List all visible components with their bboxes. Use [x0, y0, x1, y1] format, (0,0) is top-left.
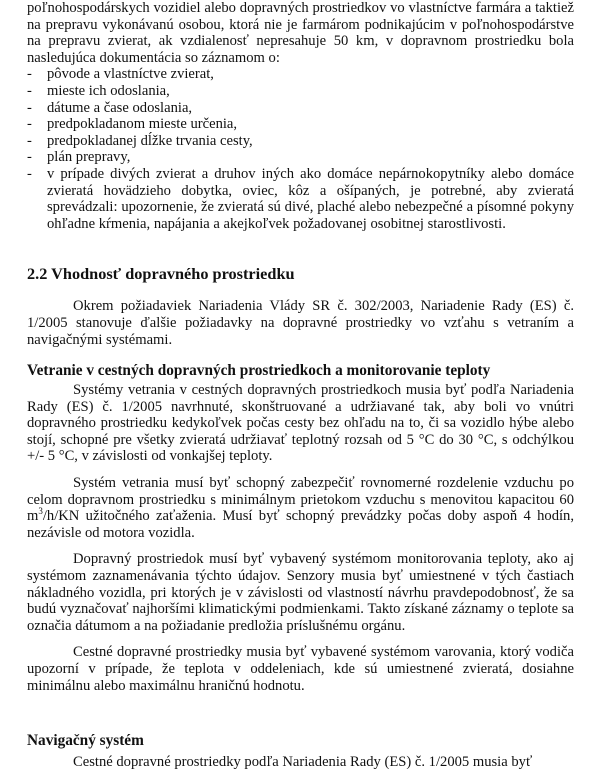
- navigation-heading: Navigačný systém: [27, 732, 144, 750]
- list-item: - predpokladanom mieste určenia,: [27, 116, 238, 133]
- ventilation-paragraph-1: Systémy vetrania v cestných dopravných prostriedkoch musia byť podľa Nariadenia Rady (ES) č. 1/2005 navrhnuté, skonštruované a udržiavané tak, aby boli vo vnútri dopravného prostriedku kedykoľvek počas cesty bez ohľadu na to, či sa vozidlo hýbe alebo stojí, schopné pre všetky zvieratá udržiavať teplotný rozsah od 5 °C do 30 °C, s odchýlkou +/- 5 °C, v závislosti od vonkajšej teploty.: [27, 382, 574, 465]
- list-item: - dátume a čase odoslania,: [27, 99, 193, 116]
- list-item: - predpokladanej dĺžke trvania cesty,: [27, 132, 253, 149]
- list-item: - pôvode a vlastníctve zvierat,: [27, 66, 214, 83]
- dash-bullet: -: [27, 66, 32, 83]
- dash-bullet: -: [27, 99, 32, 116]
- documentation-list: [27, 66, 574, 232]
- section-2-2-paragraph: Okrem požiadaviek Nariadenia Vlády SR č. 302/2003, Nariadenie Rady (ES) č. 1/2005 stanovuje ďalšie požiadavky na dopravné prostriedky vo vzťahu s vetraním a navigačnými systémami.: [27, 298, 574, 348]
- navigation-paragraph: Cestné dopravné prostriedky podľa Nariadenia Rady (ES) č. 1/2005 musia byť: [73, 754, 533, 771]
- dash-bullet: -: [27, 116, 32, 133]
- section-heading-2-2: 2.2 Vhodnosť dopravného prostriedku: [27, 264, 295, 284]
- dash-bullet: -: [27, 82, 32, 99]
- list-item: - plán prepravy,: [27, 149, 131, 166]
- ventilation-paragraph-2: Systém vetrania musí byť schopný zabezpečiť rovnomerné rozdelenie vzduchu po celom dopravnom prostriedku s minimálnym prietokom vzduchu s menovitou kapacitou 60 $m^3/h/KN$ užitočného zaťaženia. Musí byť schopný prevádzky počas doby aspoň 4 hodín, nezávisle od motora vozidla.: [27, 475, 574, 541]
- dash-bullet: -: [27, 149, 32, 166]
- list-item: - v prípade divých zvierat a druhov iných ako domáce nepárnokopytníky alebo domáce zvieratá hovädzieho dobytka, oviec, kôz a ošípaných, je potrebné, aby zvieratá sprevádzali: upozornenie, že zvieratá sú divé, plaché alebo nebezpečné a písomné pokyny ohľadne kŕmenia, napájania a akejkoľvek požadovanej osobitnej starostlivosti.: [27, 165, 574, 232]
- intro-paragraph: poľnohospodárskych vozidiel alebo dopravných prostriedkov vo vlastníctve farmára a taktiež na prepravu vykonávanú osobou, ktorá nie je farmárom podnikajúcim v poľnohospodárstve na prepravu zvierat, ak vzdialenosť nepresahuje 50 km, v dopravnom prostriedku bola nasledujúca dokumentácia so záznamom o:: [27, 0, 574, 66]
- dash-bullet: -: [27, 132, 32, 149]
- list-item: - mieste ich odoslania,: [27, 82, 170, 99]
- dash-bullet: -: [27, 165, 32, 182]
- ventilation-paragraph-4: Cestné dopravné prostriedky musia byť vybavené systémom varovania, ktorý vodiča upozorní v prípade, že teplota v oddeleniach, kde sú umiestnené zvieratá, dosiahne minimálnu alebo maximálnu hraničnú hodnotu.: [27, 644, 574, 694]
- document-page: [27, 0, 574, 771]
- ventilation-heading: Vetranie v cestných dopravných prostriedkoch a monitorovanie teploty: [27, 362, 491, 380]
- ventilation-paragraph-3: Dopravný prostriedok musí byť vybavený systémom monitorovania teploty, ako aj systémom zaznamenávania týchto údajov. Senzory musia byť umiestnené v tých častiach nákladného vozidla, pri ktorých je v závislosti od vlastností návrhu pravdepodobnosť, že sa budú vyznačovať najhoršími klimatickými podmienkami. Takto získané záznamy o teplote sa označia dátumom a na požiadanie predložia príslušnému orgánu.: [27, 551, 574, 634]
